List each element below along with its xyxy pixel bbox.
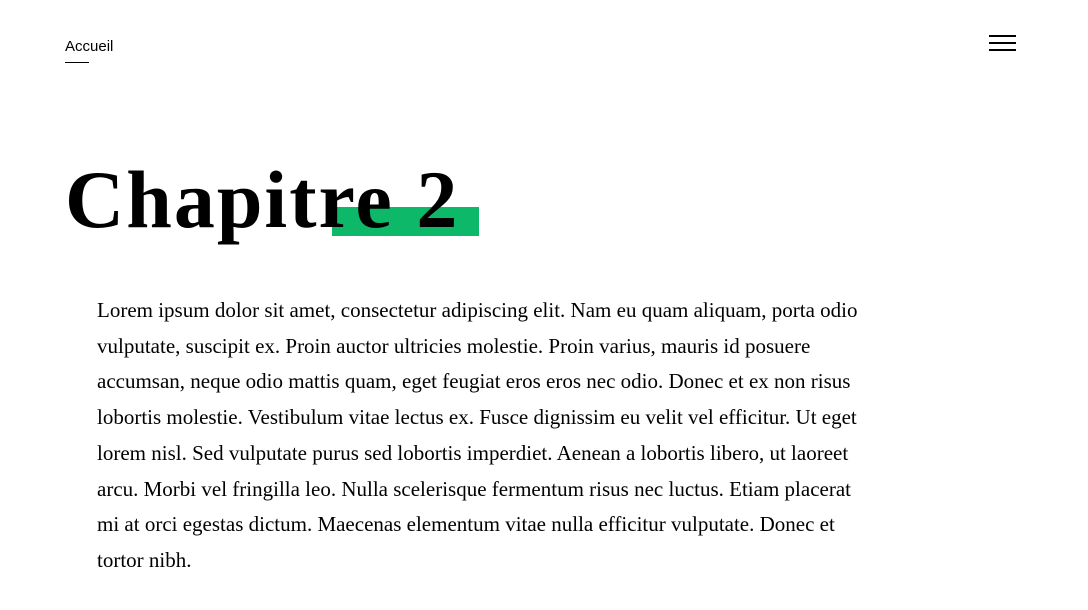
body-paragraph: Lorem ipsum dolor sit amet, consectetur adipiscing elit. Nam eu quam aliquam, porta odio vulputate, suscipit ex. Proin auctor ultricies molestie. Proin varius, mauris id posuere accumsan, neque odio mattis quam, eget feugiat eros eros nec odio. Donec et ex non risus lobortis molestie. Vestibulum vitae lectus ex. Fusce dignissim eu velit vel efficitur. Ut eget lorem nisl. Sed vulputate purus sed lobortis imperdiet. Aenean a lobortis libero, ut laoreet arcu. Morbi vel fringilla leo. Nulla scelerisque fermentum risus nec luctus. Etiam placerat mi at orci egestas dictum. Maecenas elementum vitae nulla efficitur vulputate. Donec et tortor nibh.	[97, 298, 858, 572]
nav-active-underline	[65, 62, 89, 63]
title-block	[65, 150, 459, 250]
nav-link-home[interactable]: Accueil	[65, 38, 114, 55]
hamburger-menu-icon-line-top	[989, 35, 1016, 37]
page-title: Chapitre 2	[65, 154, 460, 245]
menu-button[interactable]	[984, 30, 1022, 58]
hamburger-menu-icon-line-bottom	[989, 49, 1016, 51]
hamburger-menu-icon-line-middle	[989, 42, 1016, 44]
